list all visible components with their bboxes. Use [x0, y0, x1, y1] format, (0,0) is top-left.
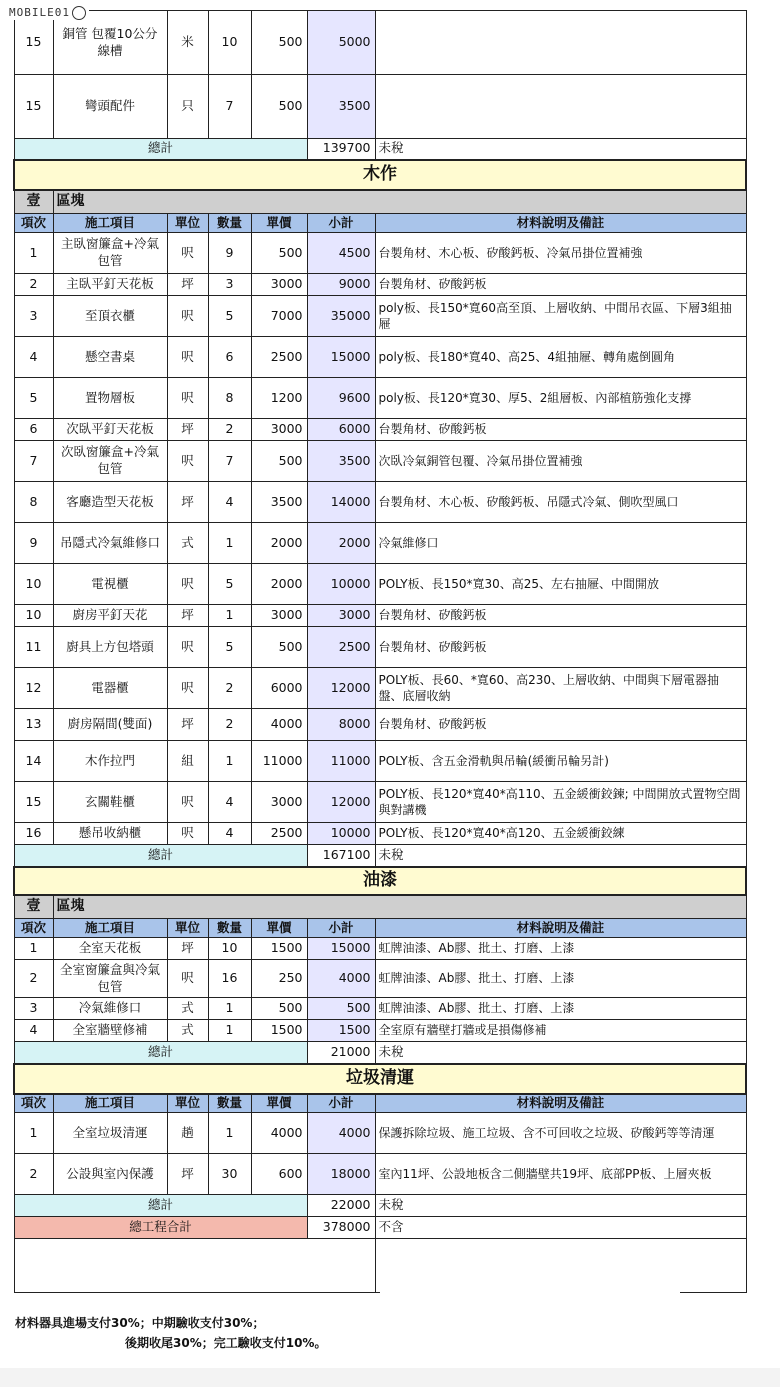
header-subtotal: 小計 [307, 214, 375, 233]
cell-qty: 1 [208, 523, 251, 564]
cell-qty: 10 [208, 11, 251, 75]
header-subtotal: 小計 [307, 919, 375, 938]
grand-total-note: 不含 [375, 1217, 746, 1239]
cell-item: 廚房平釘天花 [53, 605, 167, 627]
cell-subtotal: 15000 [307, 337, 375, 378]
cell-item: 懸空書桌 [53, 337, 167, 378]
table-row [14, 441, 746, 482]
zone-name: 區塊 [53, 190, 746, 214]
cell-note: 冷氣維修口 [375, 523, 746, 564]
cell-item: 廚房隔間(雙面) [53, 709, 167, 741]
total-note: 未稅 [375, 1195, 746, 1217]
cell-note [375, 11, 746, 75]
cell-qty: 1 [208, 1020, 251, 1042]
cell-subtotal: 3000 [307, 605, 375, 627]
cell-subtotal: 10000 [307, 564, 375, 605]
total-row [14, 139, 746, 160]
table-row [14, 11, 746, 75]
table-row [14, 296, 746, 337]
cell-note: poly板、長150*寬60高至頂、上層收納、中間吊衣區、下層3組抽屜 [375, 296, 746, 337]
table-row [14, 668, 746, 709]
cell-note: 虹牌油漆、Ab膠、批土、打磨、上漆 [375, 998, 746, 1020]
cell-qty: 5 [208, 564, 251, 605]
cell-unit: 坪 [167, 938, 208, 960]
cell-subtotal: 5000 [307, 11, 375, 75]
payment-line-2: 後期收尾30%；完工驗收支付10%。 [125, 1336, 327, 1351]
cell-unit: 呎 [167, 627, 208, 668]
cell-no: 16 [14, 823, 53, 845]
cell-price: 500 [251, 75, 307, 139]
cell-unit: 式 [167, 523, 208, 564]
total-row [14, 845, 746, 867]
cell-price: 4000 [251, 709, 307, 741]
cell-price: 500 [251, 998, 307, 1020]
cell-no: 3 [14, 998, 53, 1020]
cell-no: 2 [14, 1154, 53, 1195]
cell-item: 電器櫃 [53, 668, 167, 709]
cell-price: 3000 [251, 605, 307, 627]
table-row [14, 938, 746, 960]
cell-item: 全室牆壁修補 [53, 1020, 167, 1042]
cell-no: 15 [14, 11, 53, 75]
cell-item: 銅管 包覆10公分線槽 [53, 11, 167, 75]
cell-subtotal: 10000 [307, 823, 375, 845]
cell-no: 3 [14, 296, 53, 337]
cell-subtotal: 500 [307, 998, 375, 1020]
total-label: 總計 [14, 845, 307, 867]
total-amount: 139700 [307, 139, 375, 160]
quotation-table [13, 10, 747, 1293]
section-title: 木作 [14, 160, 746, 190]
cell-item: 全室天花板 [53, 938, 167, 960]
cell-note: POLY板、長150*寬30、高25、左右抽屜、中間開放 [375, 564, 746, 605]
cell-subtotal: 4000 [307, 1113, 375, 1154]
cell-item: 玄關鞋櫃 [53, 782, 167, 823]
table-row [14, 998, 746, 1020]
header-price: 單價 [251, 1094, 307, 1113]
bottom-strip [0, 1368, 780, 1387]
header-qty: 數量 [208, 214, 251, 233]
cell-qty: 10 [208, 938, 251, 960]
cell-note: 台製角材、木心板、矽酸鈣板、冷氣吊掛位置補強 [375, 233, 746, 274]
table-row [14, 564, 746, 605]
cell-price: 600 [251, 1154, 307, 1195]
cell-unit: 呎 [167, 564, 208, 605]
cell-unit: 呎 [167, 823, 208, 845]
total-amount: 167100 [307, 845, 375, 867]
watermark-logo-icon [72, 6, 86, 20]
cell-no: 4 [14, 1020, 53, 1042]
header-qty: 數量 [208, 1094, 251, 1113]
cell-price: 500 [251, 233, 307, 274]
total-row [14, 1195, 746, 1217]
cell-qty: 1 [208, 741, 251, 782]
table-row [14, 378, 746, 419]
cell-no: 1 [14, 233, 53, 274]
header-note: 材料說明及備註 [375, 214, 746, 233]
cell-price: 4000 [251, 1113, 307, 1154]
header-qty: 數量 [208, 919, 251, 938]
cell-no: 10 [14, 564, 53, 605]
cell-no: 4 [14, 337, 53, 378]
cell-subtotal: 9600 [307, 378, 375, 419]
cell-unit: 呎 [167, 378, 208, 419]
cell-unit: 呎 [167, 960, 208, 998]
cell-item: 全室窗簾盒與冷氣包管 [53, 960, 167, 998]
cell-item: 吊隱式冷氣維修口 [53, 523, 167, 564]
table-row [14, 627, 746, 668]
table-row [14, 233, 746, 274]
cell-subtotal: 2000 [307, 523, 375, 564]
cell-subtotal: 15000 [307, 938, 375, 960]
cell-price: 2000 [251, 564, 307, 605]
cell-item: 主臥窗簾盒+冷氣包管 [53, 233, 167, 274]
table-row [14, 482, 746, 523]
redacted-area [380, 1274, 680, 1364]
cell-note: poly板、長120*寬30、厚5、2組層板、內部植筋強化支撐 [375, 378, 746, 419]
table-row [14, 274, 746, 296]
cell-unit: 坪 [167, 274, 208, 296]
payment-line-1: 材料器具進場支付30%；中期驗收支付30%； [15, 1316, 265, 1330]
header-unit: 單位 [167, 919, 208, 938]
cell-no: 8 [14, 482, 53, 523]
cell-subtotal: 11000 [307, 741, 375, 782]
cell-qty: 2 [208, 419, 251, 441]
cell-unit: 呎 [167, 668, 208, 709]
total-note: 未稅 [375, 845, 746, 867]
cell-no: 5 [14, 378, 53, 419]
table-row [14, 1154, 746, 1195]
cell-price: 500 [251, 11, 307, 75]
cell-qty: 9 [208, 233, 251, 274]
grand-total-amount: 378000 [307, 1217, 375, 1239]
cell-note: POLY板、長120*寬40*高120、五金緩衝鉸練 [375, 823, 746, 845]
cell-qty: 8 [208, 378, 251, 419]
header-note: 材料說明及備註 [375, 1094, 746, 1113]
header-no: 項次 [14, 1094, 53, 1113]
table-row [14, 1020, 746, 1042]
cell-qty: 1 [208, 998, 251, 1020]
cell-qty: 1 [208, 1113, 251, 1154]
cell-unit: 呎 [167, 233, 208, 274]
cell-unit: 呎 [167, 782, 208, 823]
cell-qty: 16 [208, 960, 251, 998]
cell-price: 1500 [251, 1020, 307, 1042]
total-note: 未稅 [375, 139, 746, 160]
cell-price: 1500 [251, 938, 307, 960]
cell-item: 至頂衣櫃 [53, 296, 167, 337]
cell-note: 虹牌油漆、Ab膠、批土、打磨、上漆 [375, 938, 746, 960]
total-row [14, 1042, 746, 1064]
cell-subtotal: 3500 [307, 441, 375, 482]
header-item: 施工項目 [53, 1094, 167, 1113]
cell-item: 客廳造型天花板 [53, 482, 167, 523]
cell-price: 1200 [251, 378, 307, 419]
header-no: 項次 [14, 214, 53, 233]
cell-qty: 4 [208, 782, 251, 823]
section-title-row [14, 160, 746, 190]
cell-unit: 只 [167, 75, 208, 139]
cell-qty: 7 [208, 75, 251, 139]
cell-price: 250 [251, 960, 307, 998]
cell-no: 15 [14, 782, 53, 823]
cell-note: 台製角材、矽酸鈣板 [375, 709, 746, 741]
total-label: 總計 [14, 1195, 307, 1217]
total-amount: 22000 [307, 1195, 375, 1217]
cell-unit: 式 [167, 1020, 208, 1042]
cell-no: 11 [14, 627, 53, 668]
table-row [14, 741, 746, 782]
cell-price: 3000 [251, 274, 307, 296]
cell-subtotal: 4500 [307, 233, 375, 274]
cell-note: 台製角材、矽酸鈣板 [375, 419, 746, 441]
cell-unit: 坪 [167, 482, 208, 523]
cell-subtotal: 1500 [307, 1020, 375, 1042]
cell-qty: 2 [208, 709, 251, 741]
cell-note: 台製角材、矽酸鈣板 [375, 274, 746, 296]
cell-qty: 5 [208, 627, 251, 668]
cell-price: 3000 [251, 419, 307, 441]
cell-item: 冷氣維修口 [53, 998, 167, 1020]
section-title: 油漆 [14, 867, 746, 895]
cell-subtotal: 12000 [307, 782, 375, 823]
header-unit: 單位 [167, 214, 208, 233]
cell-no: 14 [14, 741, 53, 782]
cell-no: 2 [14, 960, 53, 998]
header-note: 材料說明及備註 [375, 919, 746, 938]
cell-subtotal: 35000 [307, 296, 375, 337]
cell-qty: 3 [208, 274, 251, 296]
cell-price: 6000 [251, 668, 307, 709]
header-price: 單價 [251, 919, 307, 938]
cell-price: 2000 [251, 523, 307, 564]
zone-name: 區塊 [53, 895, 746, 919]
table-row [14, 419, 746, 441]
cell-item: 彎頭配件 [53, 75, 167, 139]
header-item: 施工項目 [53, 919, 167, 938]
cell-item: 次臥窗簾盒+冷氣包管 [53, 441, 167, 482]
column-header-row [14, 214, 746, 233]
total-note: 未稅 [375, 1042, 746, 1064]
table-row [14, 823, 746, 845]
section-title-row [14, 1064, 746, 1094]
cell-note: 次臥冷氣銅管包覆、冷氣吊掛位置補強 [375, 441, 746, 482]
cell-subtotal: 2500 [307, 627, 375, 668]
zone-number: 壹 [14, 190, 53, 214]
cell-qty: 6 [208, 337, 251, 378]
cell-item: 木作拉門 [53, 741, 167, 782]
cell-note: 全室原有牆壁打牆或是損傷修補 [375, 1020, 746, 1042]
cell-qty: 2 [208, 668, 251, 709]
table-row [14, 605, 746, 627]
cell-subtotal: 18000 [307, 1154, 375, 1195]
header-no: 項次 [14, 919, 53, 938]
cell-unit: 米 [167, 11, 208, 75]
cell-item: 電視櫃 [53, 564, 167, 605]
cell-note: POLY板、長120*寬40*高110、五金緩衝鉸鍊; 中間開放式置物空間與對講機 [375, 782, 746, 823]
cell-no: 9 [14, 523, 53, 564]
cell-subtotal: 8000 [307, 709, 375, 741]
cell-qty: 4 [208, 823, 251, 845]
cell-item: 懸吊收納櫃 [53, 823, 167, 845]
column-header-row [14, 919, 746, 938]
cell-item: 次臥平釘天花板 [53, 419, 167, 441]
table-row [14, 960, 746, 998]
cell-unit: 呎 [167, 296, 208, 337]
quotation-table-body [14, 11, 746, 1293]
zone-row [14, 895, 746, 919]
cell-price: 2500 [251, 337, 307, 378]
cell-item: 主臥平釘天花板 [53, 274, 167, 296]
cell-subtotal: 3500 [307, 75, 375, 139]
cell-item: 置物層板 [53, 378, 167, 419]
total-label: 總計 [14, 139, 307, 160]
cell-unit: 組 [167, 741, 208, 782]
quotation-sheet [13, 10, 745, 1293]
cell-subtotal: 4000 [307, 960, 375, 998]
header-item: 施工項目 [53, 214, 167, 233]
cell-price: 3500 [251, 482, 307, 523]
cell-price: 11000 [251, 741, 307, 782]
cell-no: 6 [14, 419, 53, 441]
cell-price: 500 [251, 627, 307, 668]
cell-no: 10 [14, 605, 53, 627]
cell-price: 7000 [251, 296, 307, 337]
cell-price: 2500 [251, 823, 307, 845]
cell-no: 1 [14, 938, 53, 960]
cell-no: 15 [14, 75, 53, 139]
cell-unit: 式 [167, 998, 208, 1020]
column-header-row [14, 1094, 746, 1113]
cell-qty: 1 [208, 605, 251, 627]
cell-note: 保護拆除垃圾、施工垃圾、含不可回收之垃圾、矽酸鈣等等清運 [375, 1113, 746, 1154]
cell-note: 台製角材、木心板、矽酸鈣板、吊隱式冷氣、側吹型風口 [375, 482, 746, 523]
payment-terms [15, 1313, 375, 1354]
cell-unit: 趟 [167, 1113, 208, 1154]
cell-note [375, 75, 746, 139]
cell-qty: 5 [208, 296, 251, 337]
cell-qty: 7 [208, 441, 251, 482]
cell-note: POLY板、含五金滑軌與吊輪(緩衝吊輪另計) [375, 741, 746, 782]
cell-note: poly板、長180*寬40、高25、4組抽屜、轉角處倒圓角 [375, 337, 746, 378]
cell-qty: 30 [208, 1154, 251, 1195]
cell-note: 室內11坪、公設地板含二側牆壁共19坪、底部PP板、上層夾板 [375, 1154, 746, 1195]
cell-unit: 坪 [167, 709, 208, 741]
cell-item: 公設與室內保護 [53, 1154, 167, 1195]
watermark-text: MOBILE01 [9, 6, 70, 19]
payment-cell [14, 1239, 375, 1293]
cell-no: 1 [14, 1113, 53, 1154]
grand-total-row [14, 1217, 746, 1239]
mobile01-watermark [6, 6, 89, 20]
zone-number: 壹 [14, 895, 53, 919]
table-row [14, 523, 746, 564]
cell-note: 台製角材、矽酸鈣板 [375, 605, 746, 627]
total-amount: 21000 [307, 1042, 375, 1064]
cell-subtotal: 6000 [307, 419, 375, 441]
cell-note: 虹牌油漆、Ab膠、批土、打磨、上漆 [375, 960, 746, 998]
cell-qty: 4 [208, 482, 251, 523]
table-row [14, 337, 746, 378]
header-price: 單價 [251, 214, 307, 233]
cell-no: 7 [14, 441, 53, 482]
table-row [14, 1113, 746, 1154]
section-title: 垃圾清運 [14, 1064, 746, 1094]
cell-unit: 坪 [167, 1154, 208, 1195]
table-row [14, 782, 746, 823]
cell-note: POLY板、長60、*寬60、高230、上層收納、中間與下層電器抽盤、底層收納 [375, 668, 746, 709]
cell-unit: 呎 [167, 441, 208, 482]
header-subtotal: 小計 [307, 1094, 375, 1113]
cell-unit: 呎 [167, 337, 208, 378]
cell-unit: 坪 [167, 419, 208, 441]
cell-note: 台製角材、矽酸鈣板 [375, 627, 746, 668]
grand-total-label: 總工程合計 [14, 1217, 307, 1239]
cell-no: 13 [14, 709, 53, 741]
section-title-row [14, 867, 746, 895]
cell-unit: 坪 [167, 605, 208, 627]
table-row [14, 709, 746, 741]
table-row [14, 75, 746, 139]
total-label: 總計 [14, 1042, 307, 1064]
cell-no: 12 [14, 668, 53, 709]
cell-price: 3000 [251, 782, 307, 823]
cell-subtotal: 9000 [307, 274, 375, 296]
cell-price: 500 [251, 441, 307, 482]
cell-item: 全室垃圾清運 [53, 1113, 167, 1154]
cell-subtotal: 14000 [307, 482, 375, 523]
cell-item: 廚具上方包塔頭 [53, 627, 167, 668]
cell-no: 2 [14, 274, 53, 296]
zone-row [14, 190, 746, 214]
cell-subtotal: 12000 [307, 668, 375, 709]
header-unit: 單位 [167, 1094, 208, 1113]
